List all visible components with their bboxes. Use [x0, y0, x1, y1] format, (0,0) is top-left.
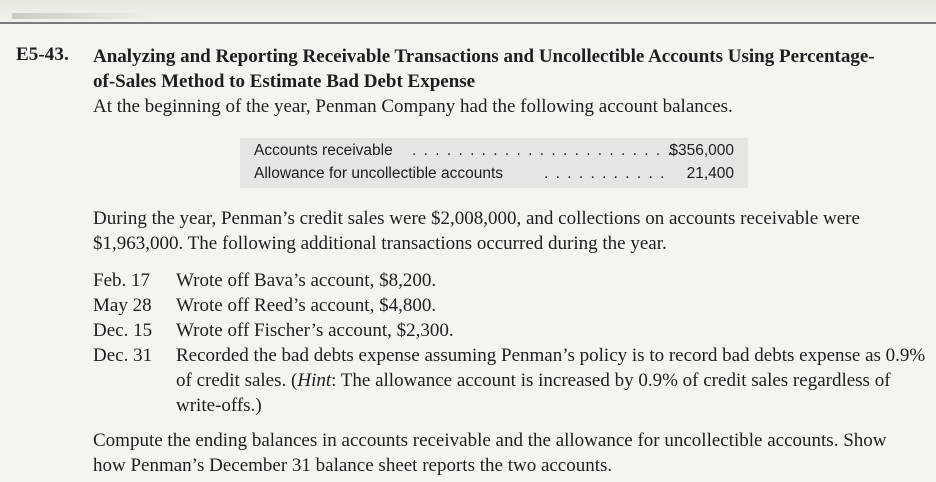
transaction-description-text: Recorded the bad debts expense assuming Penman’s policy is to record bad debts expense as 0.9% of credit sales. ( — [176, 345, 926, 391]
exercise-title-line-2: of-Sales Method to Estimate Bad Debt Expense — [93, 71, 476, 92]
balance-label: Allowance for uncollectible accounts — [254, 165, 503, 182]
transaction-date: Dec. 15 — [93, 320, 153, 341]
during-year-paragraph: During the year, Penman’s credit sales were $2,008,000, and collections on accounts receivable were $1,963,000. The following additional transactions occurred during the year. — [93, 208, 860, 254]
exercise-number: E5-43. — [16, 44, 69, 65]
faded-previous-text — [12, 13, 152, 19]
balance-row-allowance — [254, 165, 734, 189]
top-rule — [0, 22, 936, 24]
transaction-date: Dec. 31 — [93, 345, 153, 366]
transaction-description — [176, 343, 936, 418]
instructions-paragraph: Compute the ending balances in accounts receivable and the allowance for uncollectible accounts. Show how Penman’s December 31 balance sheet reports the two accounts. — [93, 430, 887, 476]
transaction-description: Wrote off Bava’s account, $8,200. — [176, 270, 437, 291]
hint-text: : The allowance account is increased by 0.9% of credit sales regardless of write-offs.) — [176, 370, 891, 416]
intro-paragraph: At the beginning of the year, Penman Company had the following account balances. — [93, 96, 733, 117]
transaction-date: May 28 — [93, 295, 152, 316]
balance-row-accounts-receivable — [254, 142, 734, 166]
leader-dots: . . . . . . . . . . . . . . . . . . . . . . . . — [412, 142, 685, 159]
account-balances-table — [240, 138, 748, 188]
exercise-title — [93, 44, 923, 94]
exercise-title-line-1: Analyzing and Reporting Receivable Transactions and Uncollectible Accounts Using Percentage- — [93, 46, 875, 67]
transaction-date: Feb. 17 — [93, 270, 150, 291]
transaction-description: Wrote off Reed’s account, $4,800. — [176, 295, 437, 316]
leader-dots: . . . . . . . . . . . — [544, 165, 666, 182]
hint-label: Hint — [297, 370, 332, 391]
transaction-description: Wrote off Fischer’s account, $2,300. — [176, 320, 454, 341]
balance-label: Accounts receivable — [254, 142, 393, 159]
balance-amount: $356,000 — [669, 142, 734, 159]
balance-amount: 21,400 — [686, 165, 734, 182]
